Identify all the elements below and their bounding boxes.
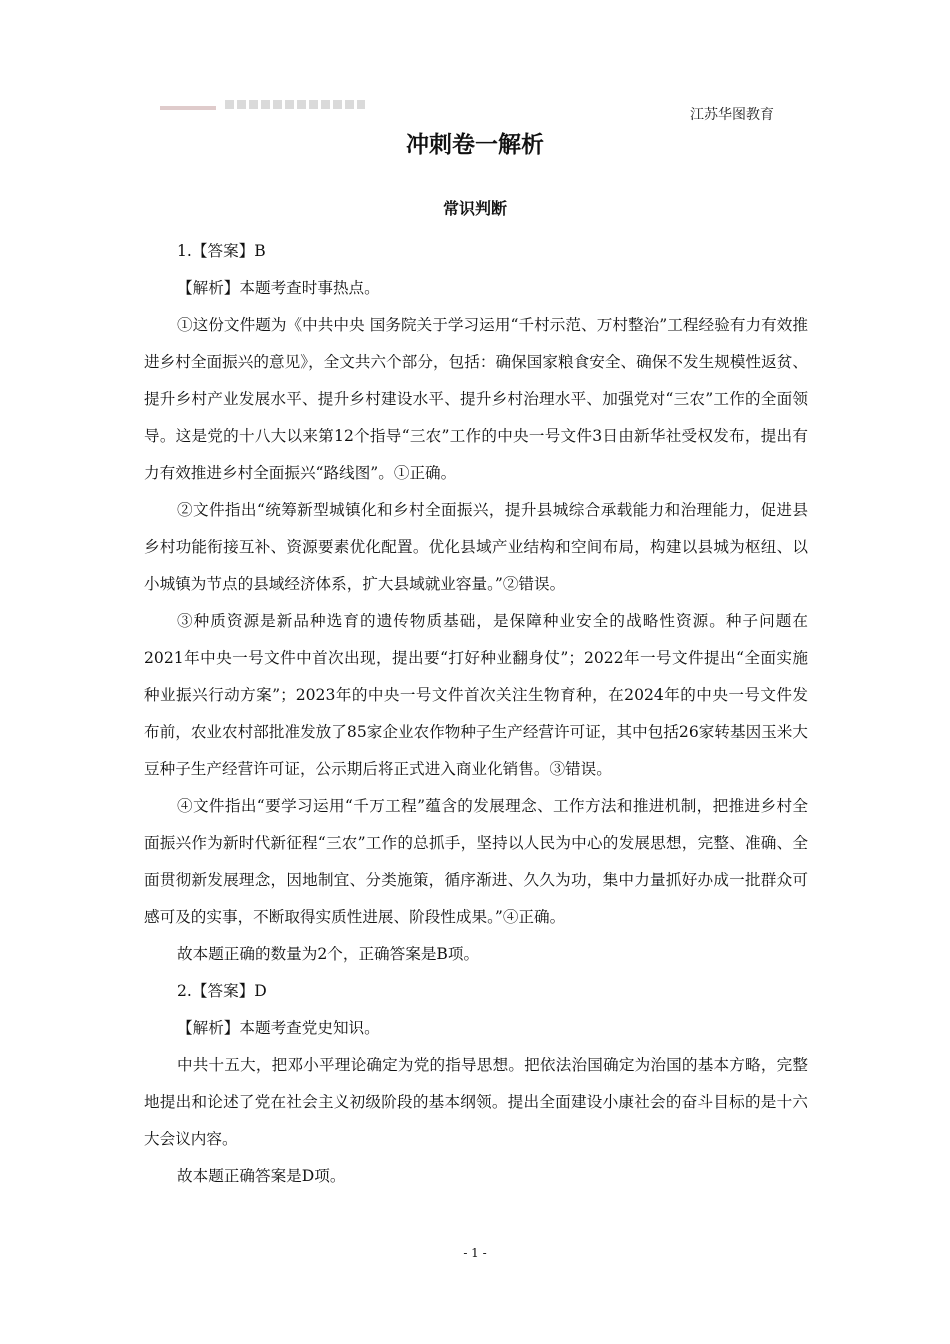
question-1-point-4: ④文件指出“要学习运用“千万工程”蕴含的发展理念、工作方法和推进机制，把推进乡村全面振兴作为新时代新征程“三农”工作的总抓手，坚持以人民为中心的发展思想，完整、准确、全面贯彻新发展理念，因地制宜、分类施策，循序渐进、久久为功，集中力量抓好办成一批群众可感可及的实事，不断取得实质性进展、阶段性成果。”④正确。 — [144, 797, 808, 926]
question-1-answer: 1.【答案】B — [177, 242, 266, 260]
question-2-explanation: 中共十五大，把邓小平理论确定为党的指导思想。把依法治国确定为治国的基本方略，完整地提出和论述了党在社会主义初级阶段的基本纲领。提出全面建设小康社会的奋斗目标的是十六大会议内容。 — [144, 1056, 808, 1148]
question-1-point-3: ③种质资源是新品种选育的遗传物质基础，是保障种业安全的战略性资源。种子问题在2021年中央一号文件中首次出现，提出要“打好种业翻身仗”；2022年一号文件提出“全面实施种业振兴行动方案”；2023年的中央一号文件首次关注生物育种，在2024年的中央一号文件发布前，农业农村部批准发放了85家企业农作物种子生产经营许可证，其中包括26家转基因玉米大豆种子生产经营许可证，公示期后将正式进入商业化销售。③错误。 — [144, 612, 808, 778]
section-title: 常识判断 — [442, 199, 507, 218]
document-title: 冲刺卷一解析 — [406, 131, 544, 158]
question-2-answer: 2.【答案】D — [177, 982, 267, 1000]
logo-watermark — [225, 100, 365, 109]
question-2-analysis-label: 【解析】本题考查党史知识。 — [177, 1019, 380, 1037]
question-1-point-2: ②文件指出“统筹新型城镇化和乡村全面振兴，提升县城综合承载能力和治理能力，促进县乡村功能衔接互补、资源要素优化配置。优化县域产业结构和空间布局，构建以县城为枢纽、以小城镇为节点的县域经济体系，扩大县域就业容量。”②错误。 — [144, 501, 808, 593]
question-1-conclusion: 故本题正确的数量为2个，正确答案是B项。 — [177, 945, 480, 963]
question-1-point-1: ①这份文件题为《中共中央 国务院关于学习运用“千村示范、万村整治”工程经验有力有效推进乡村全面振兴的意见》，全文共六个部分，包括：确保国家粮食安全、确保不发生规模性返贫、提升乡村产业发展水平、提升乡村建设水平、提升乡村治理水平、加强党对“三农”工作的全面领导。这是党的十八大以来第12个指导“三农”工作的中央一号文件3日由新华社受权发布，提出有力有效推进乡村全面振兴“路线图”。①正确。 — [144, 316, 808, 482]
question-1-analysis-label: 【解析】本题考查时事热点。 — [177, 279, 380, 297]
logo-small-mark — [160, 106, 216, 110]
header-org: 江苏华图教育 — [690, 107, 774, 123]
header-logo — [160, 100, 365, 114]
page-number: - 1 - — [463, 1246, 487, 1260]
question-2-conclusion: 故本题正确答案是D项。 — [177, 1167, 346, 1185]
document-body — [144, 233, 808, 1195]
